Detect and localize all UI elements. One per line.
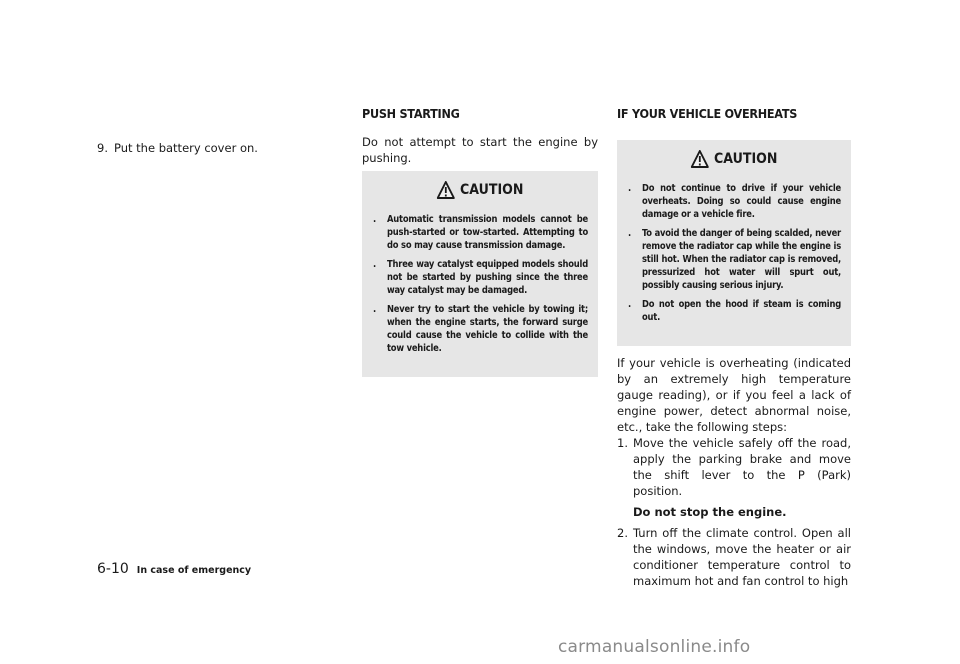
step-number: 1.	[617, 436, 628, 450]
caution-title: CAUTION	[714, 151, 778, 167]
page-footer	[97, 561, 251, 577]
bullet: .	[628, 183, 631, 194]
warning-icon	[437, 181, 455, 199]
step-item	[617, 435, 851, 520]
caution-box	[617, 140, 851, 346]
warning-icon	[691, 150, 709, 168]
caution-item: . Do not open the hood if steam is coming out.	[628, 299, 841, 323]
step-9	[97, 140, 258, 156]
page-number: 6-10	[97, 561, 129, 577]
bullet: .	[373, 304, 376, 315]
caution-title: CAUTION	[460, 182, 524, 198]
caution-item: . Three way catalyst equipped models should not be started by pushing since the three way catalyst may be damaged.	[373, 259, 588, 296]
caution-header	[383, 181, 577, 199]
caution-item: . Do not continue to drive if your vehicle overheats. Doing so could cause engine damage or a vehicle fire.	[628, 183, 841, 220]
step-text: Move the vehicle safely off the road, apply the parking brake and move the shift lever to the P (Park) position.	[633, 436, 851, 498]
bullet: .	[373, 259, 376, 270]
caution-item: . To avoid the danger of being scalded, never remove the radiator cap while the engine is still hot. When the radiator cap is removed, pressurized hot water will spurt out, possibly causing serious injury.	[628, 228, 841, 291]
section-name: In case of emergency	[136, 565, 252, 576]
step-text: Turn off the climate control. Open all the windows, move the heater or air conditioner temperature control to maximum hot and fan control to high	[633, 526, 851, 588]
step-item	[617, 525, 851, 589]
step-number: 9.	[97, 141, 108, 155]
step-number: 2.	[617, 526, 628, 540]
steps-list	[617, 435, 851, 594]
watermark: carmanualsonline.info	[558, 637, 751, 657]
caution-list	[627, 182, 841, 324]
caution-item: . Never try to start the vehicle by towing it; when the engine starts, the forward surge could cause the vehicle to collide with the tow vehicle.	[373, 304, 588, 354]
section-heading: IF YOUR VEHICLE OVERHEATS	[617, 106, 798, 121]
section-heading: PUSH STARTING	[362, 106, 460, 121]
step-text: Put the battery cover on.	[113, 141, 258, 155]
caution-header	[638, 150, 831, 168]
bullet: .	[628, 228, 631, 239]
step-note: Do not stop the engine.	[633, 505, 787, 519]
bullet: .	[373, 214, 376, 225]
caution-item: . Automatic transmission models cannot be push-started or tow-started. Attempting to do so may cause transmission damage.	[373, 214, 588, 251]
bullet: .	[628, 299, 631, 310]
caution-box	[362, 171, 598, 377]
intro-paragraph: If your vehicle is overheating (indicated by an extremely high temperature gauge reading), or if you feel a lack of engine power, detect abnormal noise, etc., take the following steps:	[617, 356, 851, 434]
caution-list	[372, 213, 588, 355]
intro-paragraph: Do not attempt to start the engine by pushing.	[362, 135, 598, 165]
